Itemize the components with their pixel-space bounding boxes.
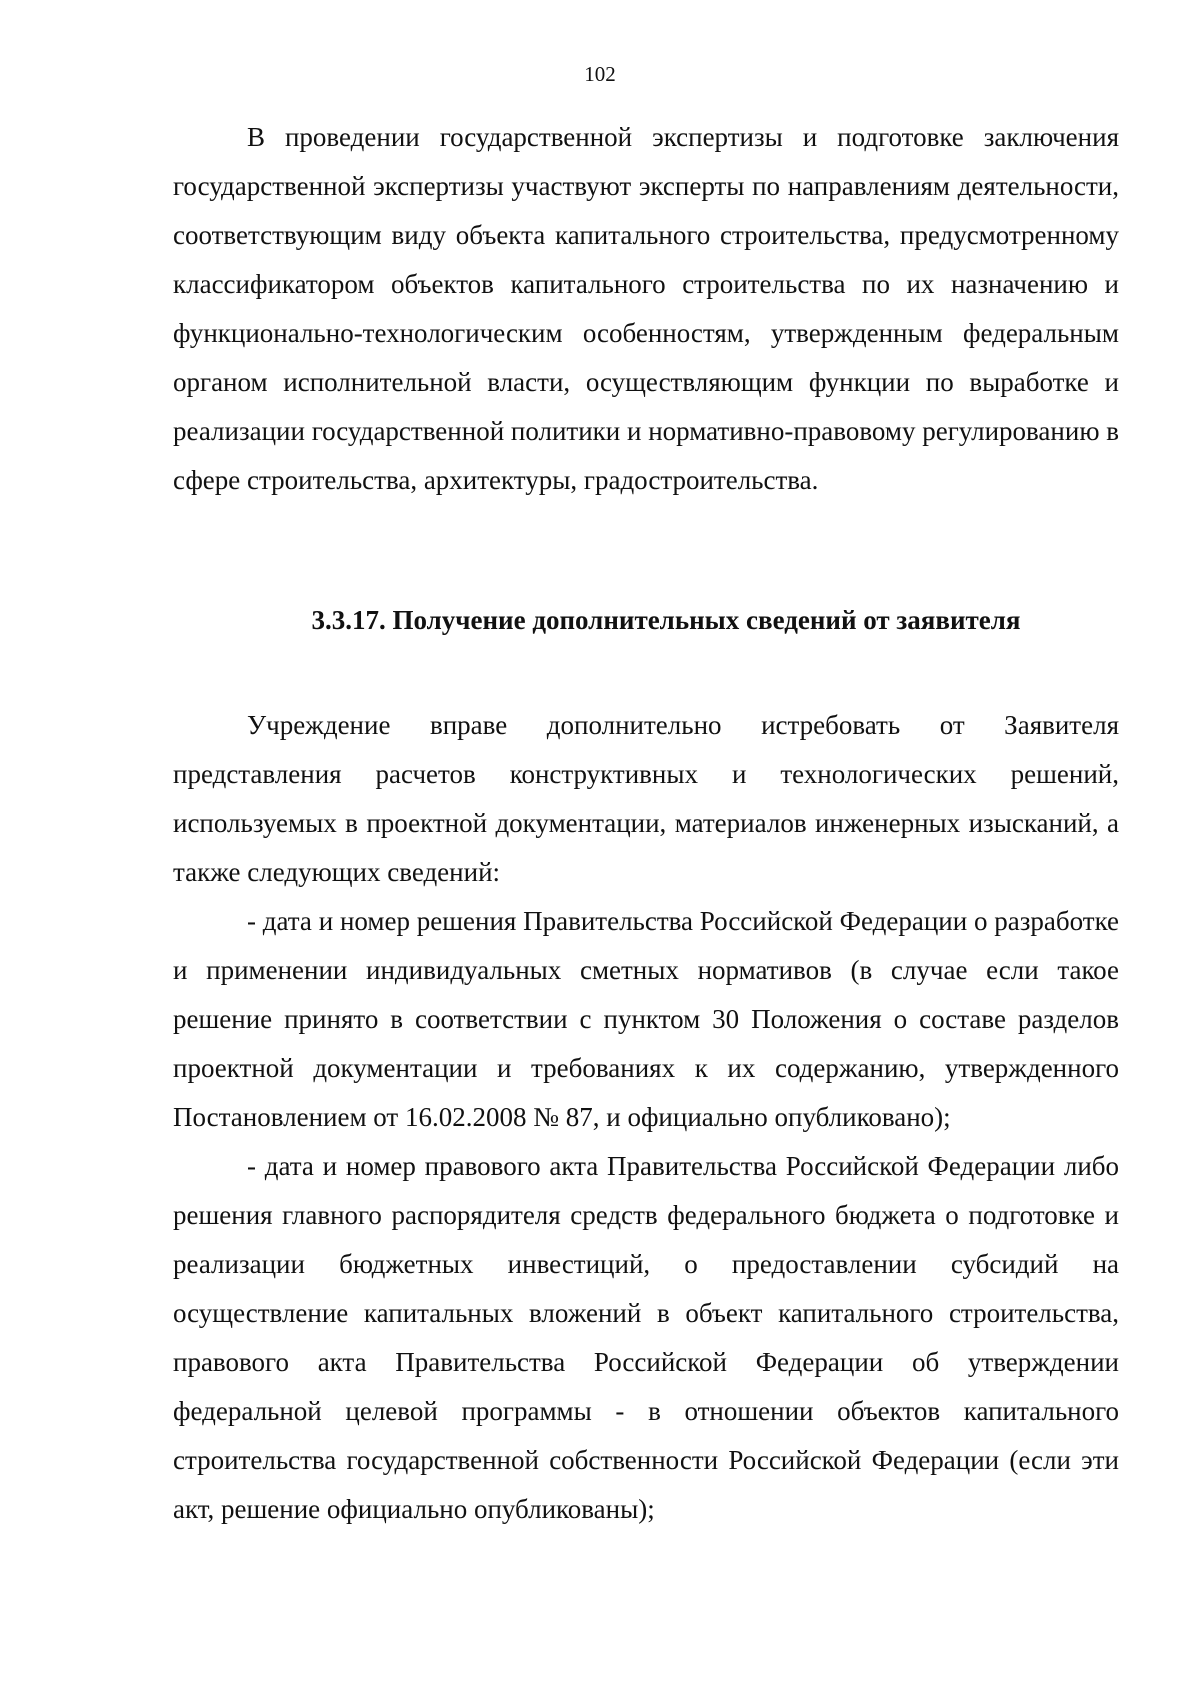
page-number: 102 [584, 62, 616, 86]
list-item: - дата и номер правового акта Правительства Российской Федерации либо решения главного распорядителя средств федерального бюджета о подготовке и реализации бюджетных инвестиций, о предоставлении субсидий на осуществление капитальных вложений в объект капитального строительства, правового акта Правительства Российской Федерации об утверждении федеральной целевой программы - в отношении объектов капитального строительства государственной собственности Российской Федерации (если эти акт, решение официально опубликованы); [173, 1151, 1119, 1524]
list-item: - дата и номер решения Правительства Российской Федерации о разработке и применении индивидуальных сметных нормативов (в случае если такое решение принято в соответствии с пунктом 30 Положения о составе разделов проектной документации и требованиях к их содержанию, утвержденного Постановлением от 16.02.2008 № 87, и официально опубликовано); [173, 906, 1119, 1132]
section-body [173, 701, 1119, 1534]
paragraph-expert-participation [173, 113, 1119, 505]
paragraph-additional-info: Учреждение вправе дополнительно истребовать от Заявителя представления расчетов конструктивных и технологических решений, используемых в проектной документации, материалов инженерных изысканий, а также следующих сведений: [173, 710, 1119, 887]
section-heading: 3.3.17. Получение дополнительных сведений от заявителя [311, 605, 1021, 635]
paragraph-text: В проведении государственной экспертизы и подготовке заключения государственной экспертизы участвуют эксперты по направлениям деятельности, соответствующим виду объекта капитального строительства, предусмотренному классификатором объектов капитального строительства по их назначению и функционально-технологическим особенностям, утвержденным федеральным органом исполнительной власти, осуществляющим функции по выработке и реализации государственной политики и нормативно-правовому регулированию в сфере строительства, архитектуры, градостроительства. [173, 122, 1119, 495]
